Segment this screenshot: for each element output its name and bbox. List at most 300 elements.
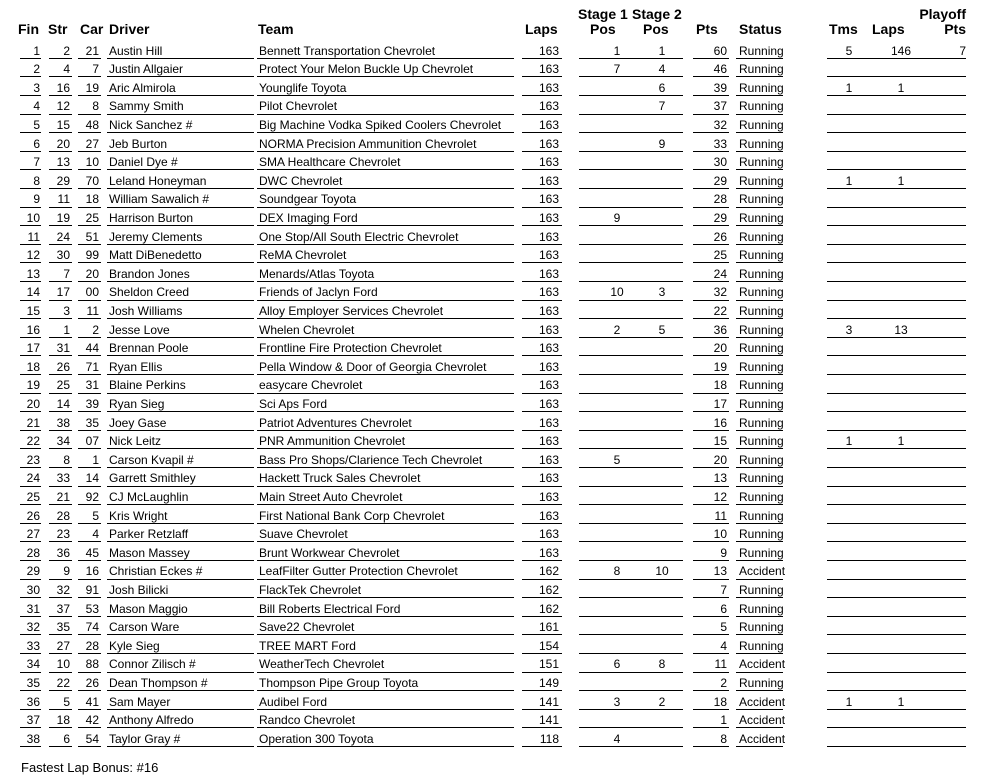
cell-team: PNR Ammunition Chevrolet (259, 434, 406, 449)
table-row (0, 506, 999, 525)
cell-team: Bennett Transportation Chevrolet (259, 43, 436, 58)
cell-laps: 161 (538, 620, 559, 635)
cell-car: 11 (86, 303, 99, 318)
cell-status: Running (739, 62, 784, 77)
cell-str: 17 (56, 285, 70, 300)
cell-pts: 22 (713, 303, 727, 318)
cell-fin: 13 (26, 266, 40, 281)
cell-driver: Josh Williams (109, 303, 183, 318)
cell-laps: 163 (538, 62, 559, 77)
cell-s1: 8 (613, 564, 621, 579)
table-row (0, 245, 999, 264)
cell-driver: William Sawalich # (109, 192, 210, 207)
cell-fin: 28 (26, 545, 40, 560)
header-pts: Pts (696, 21, 718, 37)
cell-status: Running (739, 322, 784, 337)
cell-driver: Nick Sanchez # (109, 117, 193, 132)
cell-pts: 37 (713, 99, 727, 114)
cell-fin: 2 (33, 62, 40, 77)
cell-pts: 6 (720, 601, 727, 616)
cell-fin: 29 (26, 564, 40, 579)
cell-car: 10 (85, 155, 99, 170)
cell-laps: 151 (538, 657, 559, 672)
cell-laps: 141 (538, 713, 559, 728)
cell-pts: 4 (720, 638, 727, 653)
row-underline (579, 746, 683, 747)
cell-car: 48 (85, 117, 99, 132)
cell-pts: 36 (713, 322, 727, 337)
cell-fin: 19 (26, 378, 40, 393)
header-team: Team (258, 21, 294, 37)
cell-laps: 163 (538, 248, 559, 263)
cell-pts: 26 (713, 229, 727, 244)
cell-tms: 1 (845, 80, 853, 95)
cell-pts: 18 (713, 378, 727, 393)
cell-status: Running (739, 471, 784, 486)
cell-pts: 32 (713, 117, 727, 132)
cell-status: Accident (739, 657, 786, 672)
cell-pts: 2 (720, 675, 727, 690)
cell-laps: 163 (538, 527, 559, 542)
cell-str: 2 (63, 43, 70, 58)
cell-fin: 32 (26, 620, 40, 635)
header-stage1-pos: Pos (590, 21, 616, 37)
cell-fin: 17 (26, 341, 40, 356)
cell-team: Patriot Adventures Chevrolet (259, 415, 412, 430)
cell-pts: 1 (720, 713, 727, 728)
cell-driver: Aric Almirola (109, 80, 176, 95)
cell-str: 37 (56, 601, 70, 616)
cell-team: Frontline Fire Protection Chevrolet (259, 341, 442, 356)
cell-driver: Ryan Ellis (109, 359, 163, 374)
cell-laps: 163 (538, 155, 559, 170)
cell-str: 13 (56, 155, 70, 170)
cell-team: FlackTek Chevrolet (259, 582, 362, 597)
table-row (0, 208, 999, 227)
cell-car: 54 (85, 731, 99, 746)
cell-fin: 24 (26, 471, 40, 486)
cell-pts: 18 (713, 694, 727, 709)
cell-tms: 1 (845, 434, 853, 449)
cell-str: 24 (56, 229, 70, 244)
cell-driver: Joey Gase (109, 415, 167, 430)
cell-laps: 163 (538, 173, 559, 188)
cell-status: Running (739, 266, 784, 281)
cell-driver: Nick Leitz (109, 434, 162, 449)
cell-driver: Brandon Jones (109, 266, 190, 281)
cell-driver: Matt DiBenedetto (109, 248, 202, 263)
cell-car: 20 (85, 266, 99, 281)
cell-laps: 163 (538, 452, 559, 467)
cell-car: 74 (85, 620, 99, 635)
cell-car: 2 (92, 322, 99, 337)
cell-laps: 163 (538, 43, 559, 58)
cell-str: 30 (56, 248, 70, 263)
cell-driver: Christian Eckes # (109, 564, 203, 579)
cell-s2: 6 (658, 80, 666, 95)
cell-driver: Mason Massey (109, 545, 190, 560)
cell-status: Accident (739, 731, 786, 746)
table-row (0, 450, 999, 469)
table-row (0, 431, 999, 450)
cell-team: Pilot Chevrolet (259, 99, 338, 114)
cell-laps: 162 (538, 601, 559, 616)
table-row (0, 115, 999, 134)
cell-str: 22 (56, 675, 70, 690)
cell-str: 28 (56, 508, 70, 523)
cell-fin: 3 (33, 80, 40, 95)
cell-str: 5 (63, 694, 70, 709)
fastest-lap-bonus: Fastest Lap Bonus: #16 (21, 760, 159, 775)
cell-team: TREE MART Ford (259, 638, 356, 653)
cell-car: 42 (85, 713, 99, 728)
cell-driver: Parker Retzlaff (109, 527, 189, 542)
cell-status: Running (739, 601, 784, 616)
cell-pts: 16 (713, 415, 727, 430)
header-stage1-top: Stage 1 (578, 6, 628, 22)
header-car: Car (80, 21, 104, 37)
cell-laps-led: 13 (894, 322, 908, 337)
header-stage2-top: Stage 2 (632, 6, 682, 22)
cell-team: Suave Chevrolet (259, 527, 348, 542)
cell-team: Save22 Chevrolet (259, 620, 355, 635)
cell-laps-led: 1 (897, 434, 905, 449)
cell-pts: 60 (713, 43, 727, 58)
cell-s1: 6 (613, 657, 621, 672)
cell-laps: 163 (538, 117, 559, 132)
cell-laps: 163 (538, 192, 559, 207)
cell-laps-led: 1 (897, 694, 905, 709)
cell-car: 51 (85, 229, 99, 244)
cell-driver: Daniel Dye # (109, 155, 178, 170)
cell-laps: 163 (538, 359, 559, 374)
cell-pts: 30 (713, 155, 727, 170)
cell-team: Menards/Atlas Toyota (259, 266, 375, 281)
cell-laps: 163 (538, 415, 559, 430)
cell-fin: 4 (33, 99, 40, 114)
cell-s2: 7 (658, 99, 666, 114)
cell-laps: 163 (538, 341, 559, 356)
cell-pts: 28 (713, 192, 727, 207)
cell-fin: 21 (26, 415, 40, 430)
cell-team: Thompson Pipe Group Toyota (259, 675, 419, 690)
cell-team: Randco Chevrolet (259, 713, 356, 728)
cell-pts: 17 (713, 396, 727, 411)
cell-driver: Josh Bilicki (109, 582, 169, 597)
cell-str: 11 (57, 192, 70, 207)
cell-s1: 3 (613, 694, 621, 709)
cell-status: Running (739, 675, 784, 690)
cell-laps: 163 (538, 303, 559, 318)
cell-str: 19 (56, 210, 70, 225)
cell-str: 18 (56, 713, 70, 728)
table-row (0, 692, 999, 711)
cell-pts: 5 (720, 620, 727, 635)
cell-car: 28 (85, 638, 99, 653)
cell-laps: 141 (538, 694, 559, 709)
cell-fin: 37 (26, 713, 40, 728)
cell-status: Running (739, 582, 784, 597)
cell-tms: 1 (845, 694, 853, 709)
cell-laps: 118 (539, 731, 559, 746)
header-str: Str (48, 21, 68, 37)
cell-fin: 23 (26, 452, 40, 467)
cell-status: Running (739, 620, 784, 635)
table-row (0, 264, 999, 283)
cell-status: Accident (739, 564, 786, 579)
cell-s1: 7 (613, 62, 621, 77)
cell-fin: 20 (26, 396, 40, 411)
cell-driver: Carson Ware (109, 620, 180, 635)
cell-fin: 7 (33, 155, 40, 170)
cell-laps: 163 (538, 229, 559, 244)
table-row (0, 636, 999, 655)
cell-laps: 163 (538, 80, 559, 95)
cell-status: Running (739, 638, 784, 653)
cell-laps: 162 (538, 582, 559, 597)
row-underline (736, 746, 783, 747)
cell-team: Audibel Ford (259, 694, 328, 709)
header-fin: Fin (18, 21, 39, 37)
cell-s1: 2 (613, 322, 621, 337)
cell-driver: Kris Wright (109, 508, 168, 523)
cell-laps-led: 1 (897, 173, 905, 188)
cell-car: 21 (85, 43, 99, 58)
header-status: Status (739, 21, 782, 37)
table-row (0, 729, 999, 748)
cell-status: Running (739, 415, 784, 430)
cell-status: Running (739, 545, 784, 560)
cell-str: 8 (63, 452, 70, 467)
cell-laps: 154 (538, 638, 559, 653)
cell-driver: Jeremy Clements (109, 229, 203, 244)
cell-fin: 35 (26, 675, 40, 690)
cell-car: 14 (85, 471, 99, 486)
cell-tms: 5 (845, 43, 853, 58)
table-row (0, 320, 999, 339)
row-underline (257, 746, 514, 747)
cell-status: Running (739, 396, 784, 411)
cell-str: 23 (56, 527, 70, 542)
cell-laps: 163 (538, 266, 559, 281)
cell-s1: 9 (613, 210, 621, 225)
cell-driver: Blaine Perkins (109, 378, 186, 393)
cell-driver: Leland Honeyman (109, 173, 207, 188)
cell-car: 7 (92, 62, 99, 77)
cell-status: Running (739, 192, 784, 207)
cell-team: Bass Pro Shops/Clarience Tech Chevrolet (259, 452, 483, 467)
cell-str: 4 (63, 62, 70, 77)
cell-driver: Carson Kvapil # (109, 452, 194, 467)
row-underline (49, 746, 72, 747)
table-row (0, 59, 999, 78)
cell-team: NORMA Precision Ammunition Chevrolet (259, 136, 477, 151)
table-row (0, 227, 999, 246)
cell-team: First National Bank Corp Chevrolet (259, 508, 445, 523)
table-row (0, 357, 999, 376)
cell-car: 16 (85, 564, 99, 579)
cell-fin: 6 (33, 136, 40, 151)
cell-team: SMA Healthcare Chevrolet (259, 155, 401, 170)
cell-status: Running (739, 99, 784, 114)
cell-car: 25 (85, 210, 99, 225)
cell-str: 9 (63, 564, 70, 579)
cell-car: 39 (85, 396, 99, 411)
cell-fin: 22 (26, 434, 40, 449)
cell-str: 15 (56, 117, 70, 132)
cell-fin: 5 (33, 117, 40, 132)
cell-driver: Connor Zilisch # (109, 657, 196, 672)
header-driver: Driver (109, 21, 150, 37)
cell-car: 44 (85, 341, 99, 356)
cell-status: Running (739, 489, 784, 504)
table-row (0, 468, 999, 487)
table-row (0, 78, 999, 97)
cell-car: 71 (85, 359, 99, 374)
cell-driver: Justin Allgaier (109, 62, 184, 77)
cell-team: Operation 300 Toyota (259, 731, 374, 746)
cell-status: Running (739, 173, 784, 188)
header-stage2-pos: Pos (643, 21, 669, 37)
cell-team: Friends of Jaclyn Ford (259, 285, 378, 300)
cell-car: 4 (92, 527, 99, 542)
cell-team: DWC Chevrolet (259, 173, 343, 188)
cell-car: 88 (85, 657, 99, 672)
cell-str: 10 (56, 657, 70, 672)
cell-s1: 1 (613, 43, 621, 58)
cell-str: 21 (56, 489, 70, 504)
cell-car: 70 (85, 173, 99, 188)
cell-car: 91 (85, 582, 99, 597)
cell-fin: 14 (26, 285, 40, 300)
cell-driver: Sammy Smith (109, 99, 184, 114)
table-row (0, 152, 999, 171)
cell-fin: 10 (26, 210, 40, 225)
cell-str: 14 (56, 396, 70, 411)
row-underline (107, 746, 254, 747)
header-playoff-top: Playoff (919, 6, 966, 22)
cell-str: 12 (56, 99, 70, 114)
cell-s2: 4 (658, 62, 666, 77)
cell-team: ReMA Chevrolet (259, 248, 347, 263)
cell-status: Accident (739, 713, 786, 728)
cell-status: Running (739, 359, 784, 374)
cell-str: 27 (56, 638, 70, 653)
cell-laps: 163 (538, 136, 559, 151)
cell-str: 34 (56, 434, 70, 449)
cell-car: 31 (85, 378, 99, 393)
table-row (0, 487, 999, 506)
cell-status: Running (739, 229, 784, 244)
cell-driver: Sheldon Creed (109, 285, 190, 300)
cell-laps: 163 (538, 285, 559, 300)
cell-playoff: 7 (959, 43, 966, 58)
cell-pts: 25 (713, 248, 727, 263)
cell-car: 8 (92, 99, 99, 114)
row-underline (827, 746, 966, 747)
cell-driver: Ryan Sieg (109, 396, 165, 411)
cell-str: 35 (56, 620, 70, 635)
cell-pts: 39 (713, 80, 727, 95)
cell-team: WeatherTech Chevrolet (259, 657, 385, 672)
cell-laps: 162 (538, 564, 559, 579)
cell-str: 36 (56, 545, 70, 560)
cell-pts: 46 (713, 62, 727, 77)
cell-str: 38 (56, 415, 70, 430)
cell-car: 41 (85, 694, 99, 709)
cell-fin: 12 (26, 248, 40, 263)
cell-pts: 9 (720, 545, 727, 560)
cell-status: Running (739, 378, 784, 393)
cell-status: Running (739, 117, 784, 132)
cell-team: One Stop/All South Electric Chevrolet (259, 229, 459, 244)
cell-status: Running (739, 210, 784, 225)
cell-driver: Harrison Burton (109, 210, 194, 225)
cell-team: Alloy Employer Services Chevrolet (259, 303, 444, 318)
header-laps-led: Laps (872, 21, 905, 37)
cell-driver: Jesse Love (109, 322, 170, 337)
cell-s2: 8 (658, 657, 666, 672)
cell-laps: 163 (538, 210, 559, 225)
cell-pts: 24 (713, 266, 727, 281)
cell-str: 3 (63, 303, 70, 318)
row-underline (522, 746, 562, 747)
table-row (0, 171, 999, 190)
cell-status: Running (739, 434, 784, 449)
cell-laps: 163 (538, 99, 559, 114)
cell-str: 20 (56, 136, 70, 151)
cell-status: Running (739, 80, 784, 95)
row-underline (693, 746, 729, 747)
cell-str: 6 (63, 731, 70, 746)
cell-pts: 13 (713, 564, 727, 579)
cell-driver: Jeb Burton (109, 136, 168, 151)
cell-fin: 1 (33, 43, 40, 58)
cell-driver: Taylor Gray # (109, 731, 181, 746)
row-underline (20, 746, 41, 747)
table-row (0, 580, 999, 599)
cell-str: 32 (56, 582, 70, 597)
table-row (0, 543, 999, 562)
cell-driver: Mason Maggio (109, 601, 188, 616)
header-playoff-pts: Pts (944, 21, 966, 37)
cell-fin: 9 (33, 192, 40, 207)
cell-s1: 5 (613, 452, 621, 467)
cell-pts: 7 (720, 582, 727, 597)
cell-team: Hackett Truck Sales Chevrolet (259, 471, 421, 486)
cell-team: LeafFilter Gutter Protection Chevrolet (259, 564, 458, 579)
cell-car: 5 (92, 508, 99, 523)
cell-laps: 163 (538, 378, 559, 393)
table-row (0, 134, 999, 153)
cell-team: Big Machine Vodka Spiked Coolers Chevrolet (259, 117, 502, 132)
cell-driver: Dean Thompson # (109, 675, 208, 690)
cell-driver: Garrett Smithley (109, 471, 196, 486)
cell-driver: Brennan Poole (109, 341, 189, 356)
cell-s2: 3 (658, 285, 666, 300)
cell-car: 26 (85, 675, 99, 690)
table-row (0, 301, 999, 320)
table-row (0, 41, 999, 60)
cell-status: Running (739, 285, 784, 300)
cell-status: Running (739, 43, 784, 58)
table-row (0, 617, 999, 636)
cell-pts: 8 (720, 731, 727, 746)
cell-pts: 13 (713, 471, 727, 486)
table-row (0, 96, 999, 115)
cell-pts: 15 (713, 434, 727, 449)
cell-team: Pella Window & Door of Georgia Chevrolet (259, 359, 487, 374)
